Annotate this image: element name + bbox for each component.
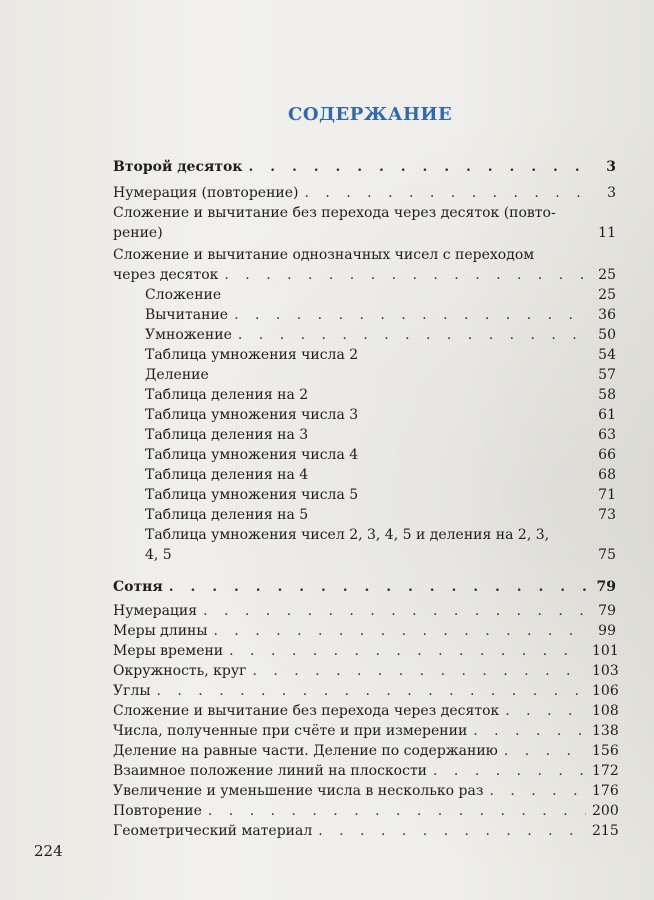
toc-entry-label: Таблица деления на 2 <box>145 387 309 403</box>
toc-entry <box>113 305 616 325</box>
toc-entry-page: 200 <box>592 803 619 819</box>
toc-entry-label: Второй десяток <box>113 159 243 175</box>
toc-entry <box>113 325 616 345</box>
toc-entry-label: Таблица деления на 5 <box>145 507 309 523</box>
toc-entry-label: Таблица умножения числа 2 <box>145 347 359 363</box>
toc-entry <box>113 445 616 465</box>
toc-entry <box>113 701 619 721</box>
toc-entry-label: Нумерация (повторение) <box>113 185 299 201</box>
toc-entry-label: Таблица деления на 4 <box>145 467 309 483</box>
dot-leader <box>304 183 586 203</box>
toc-entry <box>113 505 616 525</box>
dot-leader <box>203 601 586 621</box>
toc-entry-label: Умножение <box>145 327 232 343</box>
toc-entry-page: 106 <box>592 683 619 699</box>
toc-entry-page: 99 <box>598 623 616 639</box>
toc-entry <box>113 601 616 621</box>
page-title: СОДЕРЖАНИЕ <box>288 104 453 125</box>
toc-entry-page: 11 <box>598 225 616 241</box>
toc-entry <box>113 621 616 641</box>
toc-entry-label: Сотня <box>113 579 163 595</box>
toc-entry-label: Деление <box>145 367 209 383</box>
toc-entry-page: 25 <box>598 287 616 303</box>
toc-entry-label: Геометрический материал <box>113 823 313 839</box>
toc-entry <box>113 405 616 425</box>
toc-entry-page: 176 <box>592 783 619 799</box>
toc-entry <box>113 781 619 801</box>
toc-entry <box>113 681 619 701</box>
toc-entry-page: 75 <box>598 547 616 563</box>
toc-entry-label: Меры времени <box>113 643 224 659</box>
toc-entry <box>113 721 619 741</box>
table-of-contents <box>113 157 619 841</box>
toc-entry-label-line1: Таблица умножения чисел 2, 3, 4, 5 и деления на 2, 3, <box>145 527 550 543</box>
toc-entry-label: Вычитание <box>145 307 229 323</box>
toc-entry <box>113 641 619 661</box>
toc-entry-label: Меры длины <box>113 623 208 639</box>
toc-entry-label: Таблица умножения числа 5 <box>145 487 359 503</box>
dot-leader <box>157 681 587 701</box>
toc-entry <box>113 385 616 405</box>
toc-entry <box>113 577 616 597</box>
dot-leader <box>214 621 587 641</box>
toc-entry-page: 61 <box>598 407 616 423</box>
dot-leader <box>252 661 586 681</box>
page-number: 224 <box>34 842 63 860</box>
toc-entry-label-line1: Сложение и вычитание однозначных чисел с переходом <box>113 247 535 263</box>
toc-entry-label-line2: рение) <box>113 225 163 241</box>
toc-entry-label: Взаимное положение линий на плоскости <box>113 763 428 779</box>
dot-leader <box>505 701 586 721</box>
toc-entry-page: 79 <box>598 603 616 619</box>
toc-entry <box>113 821 619 841</box>
toc-entry-label: Числа, полученные при счёте и при измерении <box>113 723 468 739</box>
toc-entry <box>113 245 616 285</box>
toc-entry-label-line2: 4, 5 <box>145 547 172 563</box>
toc-entry-label: Сложение и вычитание без перехода через десяток <box>113 703 500 719</box>
dot-leader <box>229 641 586 661</box>
toc-entry-page: 101 <box>592 643 619 659</box>
dot-leader <box>248 157 586 177</box>
toc-entry-label: Таблица умножения числа 3 <box>145 407 359 423</box>
dot-leader <box>208 801 586 821</box>
toc-entry <box>113 183 616 203</box>
dot-leader <box>504 741 586 761</box>
toc-entry <box>113 345 616 365</box>
toc-entry <box>113 365 616 385</box>
toc-entry-page: 172 <box>592 763 619 779</box>
toc-entry <box>113 425 616 445</box>
toc-entry-label: Повторение <box>113 803 202 819</box>
toc-entry-label: Углы <box>113 683 151 699</box>
toc-entry-page: 79 <box>596 579 616 595</box>
toc-entry-page: 25 <box>598 267 616 283</box>
toc-entry-label: Таблица умножения числа 4 <box>145 447 359 463</box>
toc-entry-page: 73 <box>598 507 616 523</box>
toc-entry-label-line1: Сложение и вычитание без перехода через десяток (повто- <box>113 205 556 221</box>
toc-entry-label: Нумерация <box>113 603 198 619</box>
toc-entry-page: 57 <box>598 367 616 383</box>
dot-leader <box>238 325 586 345</box>
toc-entry-page: 68 <box>598 467 616 483</box>
toc-entry-label-line2: через десяток <box>113 267 219 283</box>
dot-leader <box>318 821 586 841</box>
toc-entry <box>113 801 619 821</box>
toc-entry <box>113 465 616 485</box>
toc-entry-label: Окружность, круг <box>113 663 247 679</box>
toc-entry-page: 36 <box>598 307 616 323</box>
toc-entry-page: 215 <box>592 823 619 839</box>
toc-entry <box>113 485 616 505</box>
toc-entry-label: Таблица деления на 3 <box>145 427 309 443</box>
toc-entry-page: 103 <box>592 663 619 679</box>
toc-entry <box>113 203 616 243</box>
toc-entry <box>113 761 619 781</box>
toc-entry-label: Деление на равные части. Деление по содержанию <box>113 743 498 759</box>
toc-entry-page: 3 <box>607 185 616 201</box>
toc-entry <box>113 525 616 565</box>
toc-entry-page: 138 <box>592 723 619 739</box>
dot-leader <box>234 305 586 325</box>
toc-entry-page: 66 <box>598 447 616 463</box>
toc-entry-label: Увеличение и уменьшение числа в несколько раз <box>113 783 484 799</box>
toc-entry-page: 71 <box>598 487 616 503</box>
dot-leader <box>473 721 586 741</box>
dot-leader <box>489 781 586 801</box>
toc-entry-page: 3 <box>606 159 616 175</box>
toc-entry <box>113 285 616 305</box>
toc-entry-page: 50 <box>598 327 616 343</box>
toc-entry-page: 63 <box>598 427 616 443</box>
dot-leader <box>433 761 586 781</box>
dot-leader <box>169 577 586 597</box>
toc-entry-label: Сложение <box>145 287 222 303</box>
dot-leader <box>224 265 586 285</box>
toc-entry <box>113 661 619 681</box>
toc-entry-page: 54 <box>598 347 616 363</box>
toc-entry <box>113 157 616 177</box>
toc-entry-page: 156 <box>592 743 619 759</box>
toc-entry <box>113 741 619 761</box>
toc-entry-page: 58 <box>598 387 616 403</box>
toc-entry-page: 108 <box>592 703 619 719</box>
